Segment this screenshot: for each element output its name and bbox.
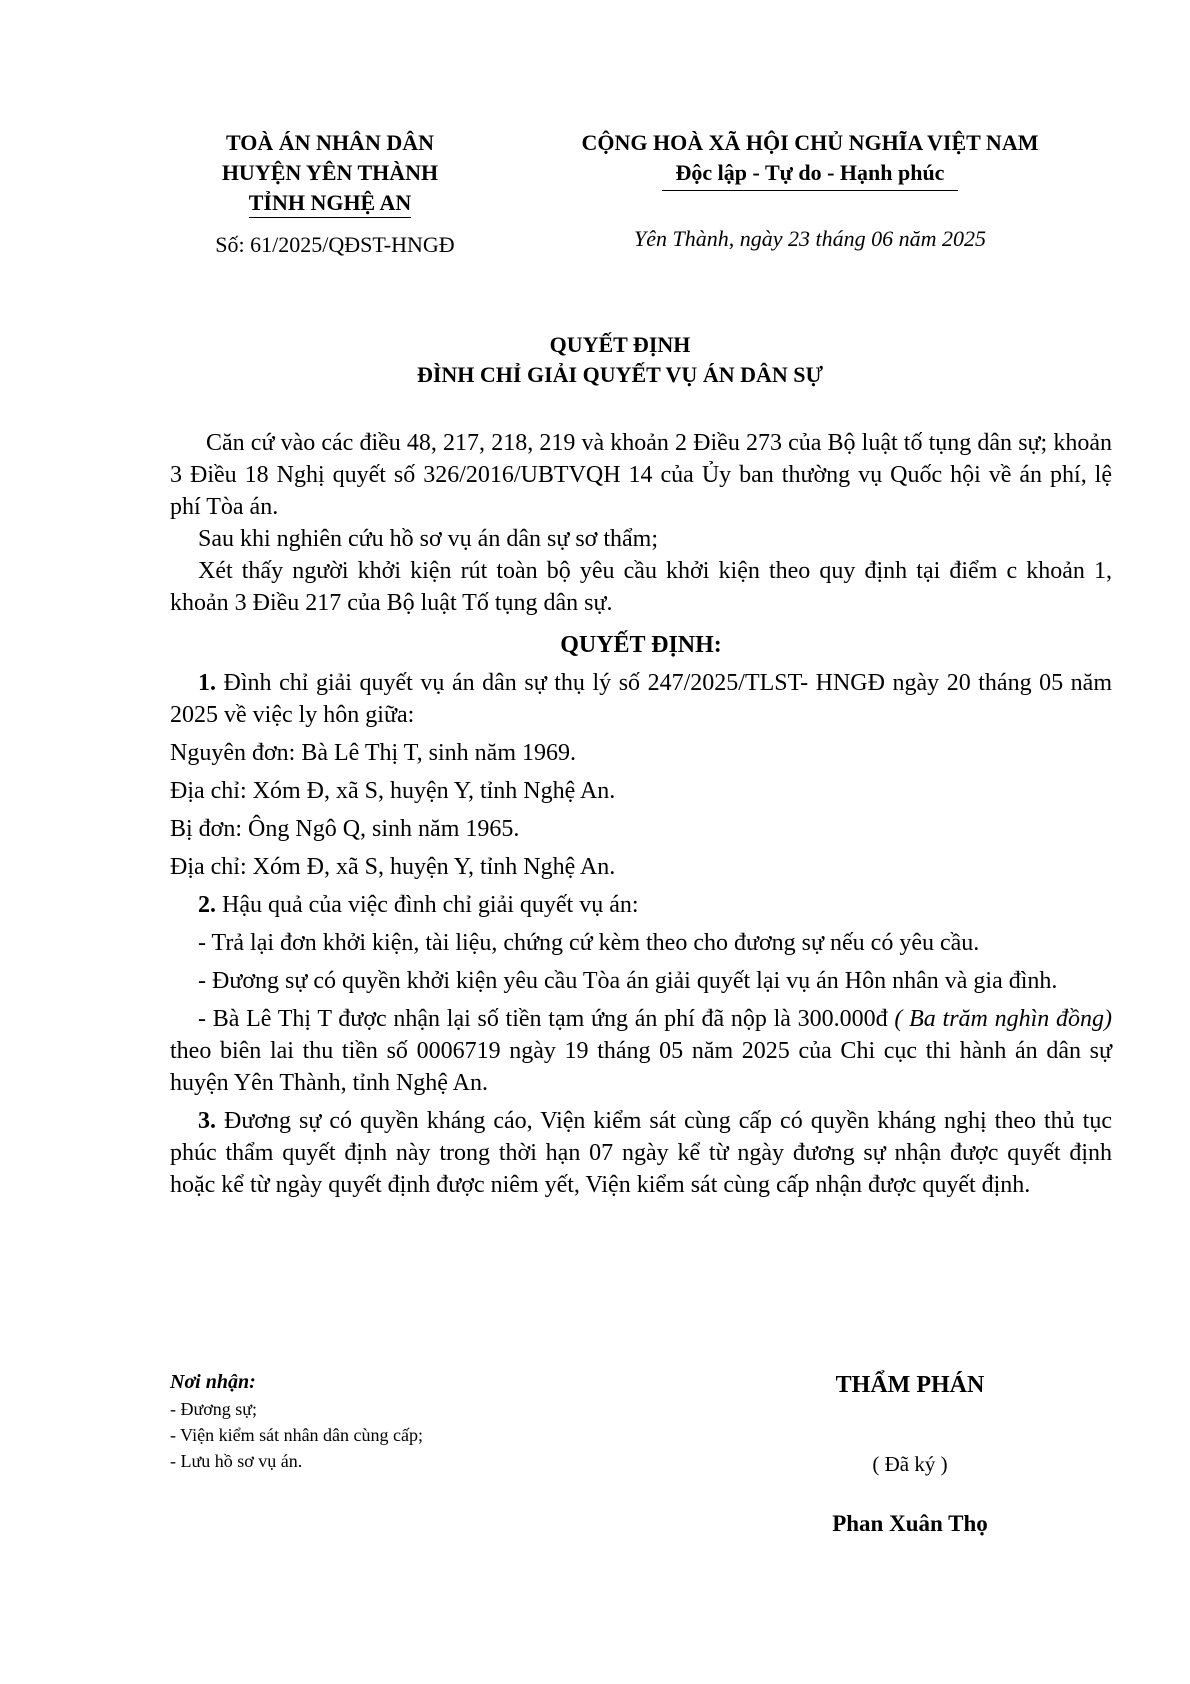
document-body (170, 427, 1112, 1201)
item-3-number: 3. (198, 1108, 216, 1134)
court-name-line2: HUYỆN YÊN THÀNH (221, 160, 439, 185)
judge-name: Phan Xuân Thọ (832, 1511, 988, 1536)
defendant-address: Địa chỉ: Xóm Đ, xã S, huyện Y, tỉnh Nghệ An. (170, 854, 616, 880)
preamble-finding: Xét thấy người khởi kiện rút toàn bộ yêu cầu khởi kiện theo quy định tại điểm c khoản 1, khoản 3 Điều 217 của Bộ luật Tố tụng dân sự. (170, 558, 1112, 616)
title-line1: QUYẾT ĐỊNH (549, 332, 691, 357)
consequence-fee-refund (170, 1003, 1112, 1099)
decision-item-1 (170, 667, 1112, 731)
recipients-title: Nơi nhận: (170, 1371, 256, 1393)
fee-refund-text: - Bà Lê Thị T được nhận lại số tiền tạm ứng án phí đã nộp là 300.000đ (198, 1006, 895, 1032)
judge-title: THẨM PHÁN (835, 1372, 985, 1398)
fee-receipt-text: theo biên lai thu tiền số 0006719 ngày 19 tháng 05 năm 2025 của Chi cục thi hành án dân sự huyện Yên Thành, tỉnh Nghệ An. (170, 1038, 1112, 1096)
plaintiff-address: Địa chỉ: Xóm Đ, xã S, huyện Y, tỉnh Nghệ An. (170, 778, 616, 804)
consequence-refile-right: - Đương sự có quyền khởi kiện yêu cầu Tòa án giải quyết lại vụ án Hôn nhân và gia đình. (198, 968, 1058, 994)
decision-item-3 (170, 1105, 1112, 1201)
item-2-number: 2. (198, 892, 216, 918)
court-name-line3: TỈNH NGHỆ AN (249, 189, 412, 218)
preamble-legal-basis: Căn cứ vào các điều 48, 217, 218, 219 và khoản 2 Điều 273 của Bộ luật tố tụng dân sự; khoản 3 Điều 18 Nghị quyết số 326/2016/UBTVQH 14 của Ủy ban thường vụ Quốc hội về án phí, lệ phí Tòa án. (170, 430, 1112, 520)
signature-block (760, 1370, 1060, 1537)
signed-note: ( Đã ký ) (872, 1452, 948, 1476)
fee-amount-in-words: ( Ba trăm nghìn đồng) (894, 1006, 1112, 1032)
decision-item-2 (170, 889, 1112, 921)
preamble-review: Sau khi nghiên cứu hồ sơ vụ án dân sự sơ thẩm; (198, 526, 659, 552)
title-line2: ĐÌNH CHỈ GIẢI QUYẾT VỤ ÁN DÂN SỰ (416, 362, 824, 387)
nation-header (540, 128, 1080, 191)
defendant: Bị đơn: Ông Ngô Q, sinh năm 1965. (170, 816, 520, 842)
recipients-block (170, 1368, 590, 1474)
recipient-item: - Đương sự; (170, 1399, 258, 1419)
recipient-item: - Lưu hồ sơ vụ án. (170, 1451, 303, 1471)
plaintiff: Nguyên đơn: Bà Lê Thị T, sinh năm 1969. (170, 740, 576, 766)
nation-motto: Độc lập - Tự do - Hạnh phúc (662, 158, 959, 191)
consequence-return-documents: - Trả lại đơn khởi kiện, tài liệu, chứng cứ kèm theo cho đương sự nếu có yêu cầu. (198, 930, 980, 956)
court-header (150, 128, 510, 218)
item-2-text: Hậu quả của việc đình chỉ giải quyết vụ án: (216, 892, 639, 918)
document-number: Số: 61/2025/QĐST-HNGĐ (215, 232, 455, 257)
item-1-text: Đình chỉ giải quyết vụ án dân sự thụ lý số 247/2025/TLST- HNGĐ ngày 20 tháng 05 năm 2025 về việc ly hôn giữa: (170, 670, 1112, 728)
place-and-date: Yên Thành, ngày 23 tháng 06 năm 2025 (634, 226, 986, 251)
document-title (150, 330, 1090, 390)
decision-heading: QUYẾT ĐỊNH: (560, 632, 722, 658)
nation-name: CỘNG HOÀ XÃ HỘI CHỦ NGHĨA VIỆT NAM (581, 130, 1039, 155)
recipient-item: - Viện kiểm sát nhân dân cùng cấp; (170, 1425, 424, 1445)
item-3-text: Đương sự có quyền kháng cáo, Viện kiểm sát cùng cấp có quyền kháng nghị theo thủ tục phúc thẩm quyết định này trong thời hạn 07 ngày kể từ ngày đương sự nhận được quyết định hoặc kể từ ngày quyết định được niêm yết, Viện kiểm sát cùng cấp nhận được quyết định. (170, 1108, 1112, 1198)
item-1-number: 1. (198, 670, 216, 696)
court-name-line1: TOÀ ÁN NHÂN DÂN (226, 130, 434, 155)
